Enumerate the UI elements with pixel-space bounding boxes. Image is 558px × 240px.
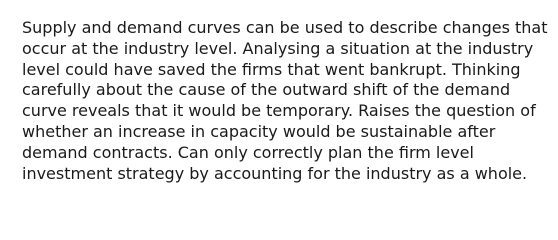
paragraph-line: whether an increase in capacity would be sustainable after	[22, 121, 496, 141]
paragraph-line: occur at the industry level. Analysing a situation at the industry	[22, 38, 534, 58]
paragraph-line: Supply and demand curves can be used to describe changes that	[22, 18, 548, 37]
paragraph-line: level could have saved the firms that went bankrupt. Thinking	[22, 59, 521, 79]
paragraph-line: investment strategy by accounting for the industry as a whole.	[22, 163, 528, 183]
paragraph-line: curve reveals that it would be temporary. Raises the question of	[22, 101, 536, 121]
paragraph-line: carefully about the cause of the outward shift of the demand	[22, 80, 511, 100]
paragraph-line: demand contracts. Can only correctly plan the firm level	[22, 142, 474, 162]
answer-paragraph	[22, 18, 552, 184]
